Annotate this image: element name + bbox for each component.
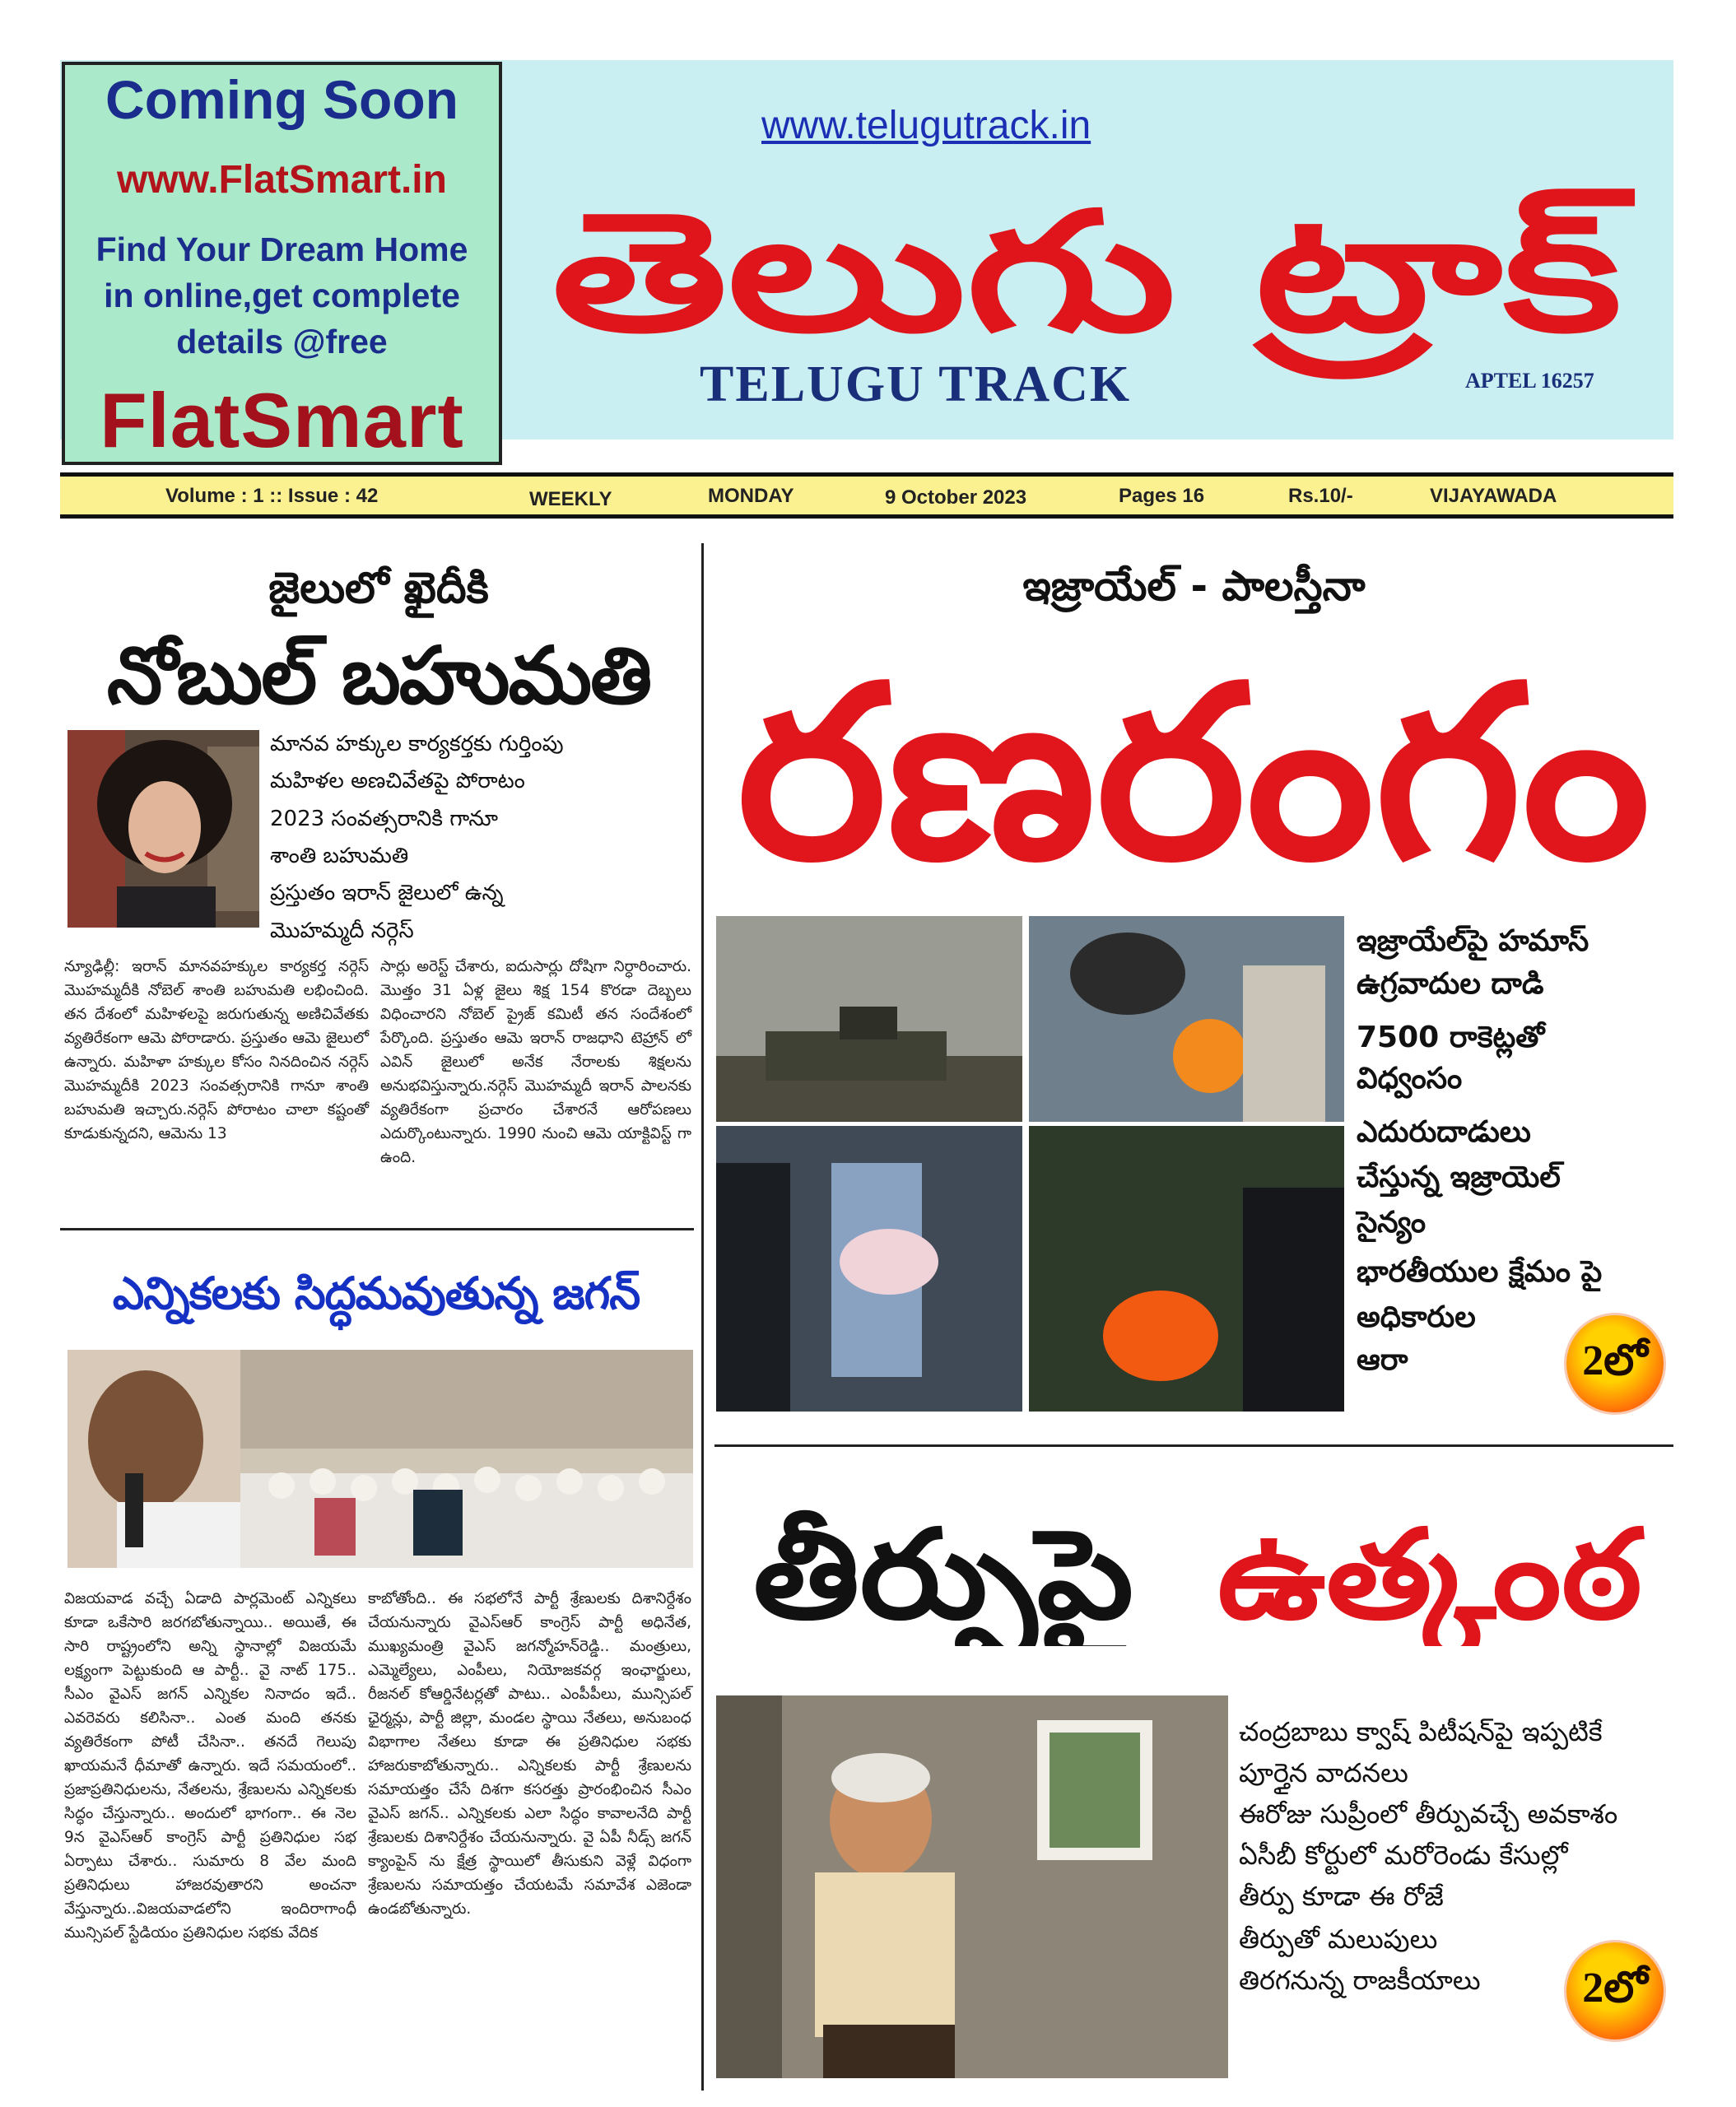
verdict-bullet: ఈరోజు సుప్రీంలో తీర్పువచ్చే అవకాశం [1239, 1798, 1618, 1830]
verdict-headline[interactable] [724, 1481, 1671, 1646]
war-bullet: ఉగ్రవాదుల దాడి [1357, 967, 1544, 1001]
nobel-body-right: సార్లు అరెస్ట్ చేశారు, ఐదుసార్లు దోషిగా నిర్ధారించారు. మొత్తం 31 ఏళ్ల జైలు శిక్ష 154 కొరడా దెబ్బలు విధించారని నోబెల్ ప్రైజ్ కమిటీ తన సందేశంలో పేర్కొంది. ప్రస్తుతం ఆమె ఇరాన్ రాజధాని టెహ్రాన్ లో ఎవిన్ జైలులో అనేక నేరాలకు శిక్షలను అనుభవిస్తున్నారు.నర్గెస్ మొహమ్మదీ ఇరాన్ పాలనకు వ్యతిరేకంగా ప్రచారం చేశారనే ఆరోపణలు ఎదుర్కొంటున్నారు. 1990 నుంచి ఆమె యాక్టివిస్ట్ గా ఉంది. [380, 958, 691, 1166]
masthead-title-english: TELUGU TRACK [700, 356, 1132, 412]
war-bullet: విధ్వంసం [1357, 1062, 1463, 1095]
column-divider [701, 543, 704, 2091]
war-kicker: ఇజ్రాయేల్ - పాలస్తీనా [1022, 562, 1366, 610]
site-url-link[interactable]: www.telugutrack.in [761, 104, 1091, 147]
city: VIJAYAWADA [1430, 485, 1557, 507]
ad-tagline-line1: Find Your Dream Home [95, 230, 468, 268]
masthead-title-telugu [535, 156, 1638, 387]
verdict-headline-black: తీర్పుపై [753, 1504, 1099, 1646]
svg-text:తీర్పుపై ఉత్కంఠ [753, 1504, 1645, 1646]
war-photo-collage [716, 916, 1344, 1412]
war-bullet: 7500 రాకెట్లతో [1357, 1021, 1545, 1054]
ad-coming-soon: Coming Soon [105, 69, 458, 130]
continued-page-badge[interactable] [1566, 1942, 1664, 2040]
ad-tagline [70, 226, 494, 365]
war-bullet: అధికారుల [1357, 1300, 1476, 1334]
price: Rs.10/- [1288, 485, 1353, 507]
verdict-bullet: ఏసీబీ కోర్టులో మరోరెండు కేసుల్లో [1239, 1840, 1568, 1871]
jagan-body-right: కాబోతోంది.. ఈ సభలోనే పార్టీ శ్రేణులకు దిశానిర్దేశం చేయనున్నారు వైఎస్ఆర్ కాంగ్రెస్ పార్టీ అధినేత, ముఖ్యమంత్రి వైఎస్ జగన్మోహన్‌రెడ్డి.. మంత్రులు, ఎమ్మెల్యేలు, ఎంపీలు, నియోజకవర్గ ఇంఛార్జులు, రీజనల్ కోఆర్డినేటర్లతో పాటు.. ఎంపీపీలు, మున్సిపల్ ఛైర్మన్లు, పార్టీ జిల్లా, మండల స్థాయి నేతలు, అనుబంధ విభాగాల నేతలు కూడా ఈ ప్రతినిధుల సభకు హాజరుకాబోతున్నారు.. ఎన్నికలకు పార్టీ శ్రేణులను సమాయత్తం చేసే దిశగా కసరత్తు ప్రారంభించిన సీఎం వైఎస్ జగన్.. ఎన్నికలకు ఎలా సిద్ధం కావాలనేది పార్టీ శ్రేణులకు దిశానిర్దేశం చేయనున్నారు. వై ఏపీ నీడ్స్ జగన్ క్యాంపైన్ ను క్షేత్ర స్థాయిలో తీసుకుని వెళ్లే విధంగా శ్రేణులను సమాయత్తం చేయటమే సమావేశ ఎజెండా ఉండబోతున్నారు. [368, 1590, 691, 1918]
nobel-bullet: ప్రస్తుతం ఇరాన్ జైలులో ఉన్న [270, 881, 504, 905]
flatsmart-advertisement[interactable] [62, 62, 502, 465]
jagan-headline[interactable]: ఎన్నికలకు సిద్ధమవుతున్న జగన్ [112, 1267, 640, 1319]
verdict-headline-red: ఉత్కంఠ [1217, 1504, 1603, 1646]
war-bullet: సైన్యం [1357, 1206, 1426, 1240]
ad-brand: FlatSmart [100, 377, 464, 463]
jagan-meeting-photo [67, 1350, 693, 1568]
nobel-bullet: మొహమ్మదీ నర్గెస్ [270, 919, 414, 943]
issue-date: 9 October 2023 [885, 486, 1027, 509]
badge-label: 2లో [1582, 1965, 1648, 2012]
issue-info-bar [60, 472, 1673, 519]
frequency: WEEKLY [529, 488, 612, 510]
story-divider-right [714, 1444, 1673, 1447]
nobel-headline[interactable]: నోబుల్ బహుమతి [106, 630, 651, 722]
ad-tagline-line3: details @free [176, 323, 388, 360]
story-divider-left [60, 1228, 694, 1230]
nobel-kicker: జైలులో ఖైదీకి [268, 564, 489, 613]
narges-portrait-photo [67, 730, 259, 928]
nobel-bullet: మానవ హక్కుల కార్యకర్తకు గుర్తింపు [270, 732, 564, 756]
jagan-body-left: విజయవాడ వచ్చే ఏడాది పార్లమెంట్ ఎన్నికలు కూడా ఒకేసారి జరగబోతున్నాయి.. అయితే, ఈ సారి రాష్ట్రంలోని అన్ని స్థానాల్లో విజయమే లక్ష్యంగా పెట్టుకుంది ఆ పార్టీ.. వై నాట్ 175.. సీఎం వైఎస్ జగన్ ఎన్నికల నినాదం ఇదే.. ఎవరెవరు కలిసినా.. ఎంత మంది తనకు వ్యతిరేకంగా పోటీ చేసినా.. తనదే గెలుపు ఖాయమనే ధీమాతో ఉన్నారు. ఇదే సమయంలో.. ప్రజాప్రతినిధులను, నేతలను, శ్రేణులను ఎన్నికలకు సిద్ధం చేస్తున్నారు.. అందులో భాగంగా.. ఈ నెల 9న వైఎస్ఆర్ కాంగ్రెస్ పార్టీ ప్రతినిధుల సభ ఏర్పాటు చేశారు.. సుమారు 8 వేల మంది ప్రతినిధులు హాజరవుతారని అంచనా వేస్తున్నారు..విజయవాడలోని ఇందిరాగాంధీ మున్సిపల్ స్టేడియం ప్రతినిధుల సభకు వేదిక [64, 1590, 356, 1942]
masthead-title-text: తెలుగు ట్రాక్ [552, 177, 1331, 369]
verdict-bullet: తిరగనున్న రాజకీయాలు [1239, 1965, 1481, 1996]
volume-issue: Volume : 1 :: Issue : 42 [165, 485, 379, 507]
ad-url[interactable]: www.FlatSmart.in [117, 158, 447, 202]
verdict-bullet: చంద్రబాబు క్వాష్ పిటీషన్‌పై ఇప్పటికే [1239, 1716, 1603, 1747]
war-bullet: ఆరా [1357, 1343, 1408, 1377]
badge-label: 2లో [1582, 1337, 1648, 1384]
continued-page-badge[interactable] [1566, 1315, 1664, 1412]
nobel-bullet: మహిళల అణచివేతపై పోరాటం [270, 769, 525, 793]
war-bullet: ఎదురుదాడులు [1357, 1115, 1531, 1149]
nobel-bullet: శాంతి బహుమతి [270, 844, 409, 868]
weekday: MONDAY [708, 485, 794, 507]
war-bullet: భారతీయుల క్షేమం పై [1357, 1255, 1603, 1289]
registration-number: APTEL 16257 [1465, 369, 1594, 393]
nobel-body-left: న్యూఢిల్లీ: ఇరాన్ మానవహక్కుల కార్యకర్త నర్గెస్ మొహమ్మదీకి నోబెల్ శాంతి బహుమతి లభించింది. తన దేశంలో మహిళలపై జరుగుతున్న అణిచివేతకు వ్యతిరేకంగా ఆమె పోరాడారు. ప్రస్తుతం ఆమె జైలులో ఉన్నారు. మహిళా హక్కుల కోసం నినదించిన నర్గెస్ మొహమ్మదీకి 2023 సంవత్సరానికి గానూ శాంతి బహుమతి ఇచ్చారు.నర్గెస్ పోరాటం చాలా కష్టంతో కూడుకున్నదని, ఆమెను 13 [64, 958, 369, 1142]
page-count: Pages 16 [1119, 485, 1205, 507]
nobel-bullet: 2023 సంవత్సరానికి గానూ [270, 807, 498, 831]
verdict-bullet: తీర్పు కూడా ఈ రోజే [1239, 1881, 1444, 1912]
verdict-bullet: పూర్తైన వాదనలు [1239, 1757, 1408, 1788]
ad-tagline-line2: in online,get complete [104, 277, 460, 314]
war-headline-text: రణరంగం [737, 635, 1650, 905]
chandrababu-photo [716, 1695, 1228, 2078]
war-headline[interactable] [724, 609, 1663, 905]
verdict-bullet: తీర్పుతో మలుపులు [1239, 1923, 1438, 1955]
war-bullet: చేస్తున్న ఇజ్రాయెల్ [1357, 1160, 1561, 1194]
war-bullet: ఇజ్రాయేల్‌పై హమాస్ [1357, 924, 1589, 958]
